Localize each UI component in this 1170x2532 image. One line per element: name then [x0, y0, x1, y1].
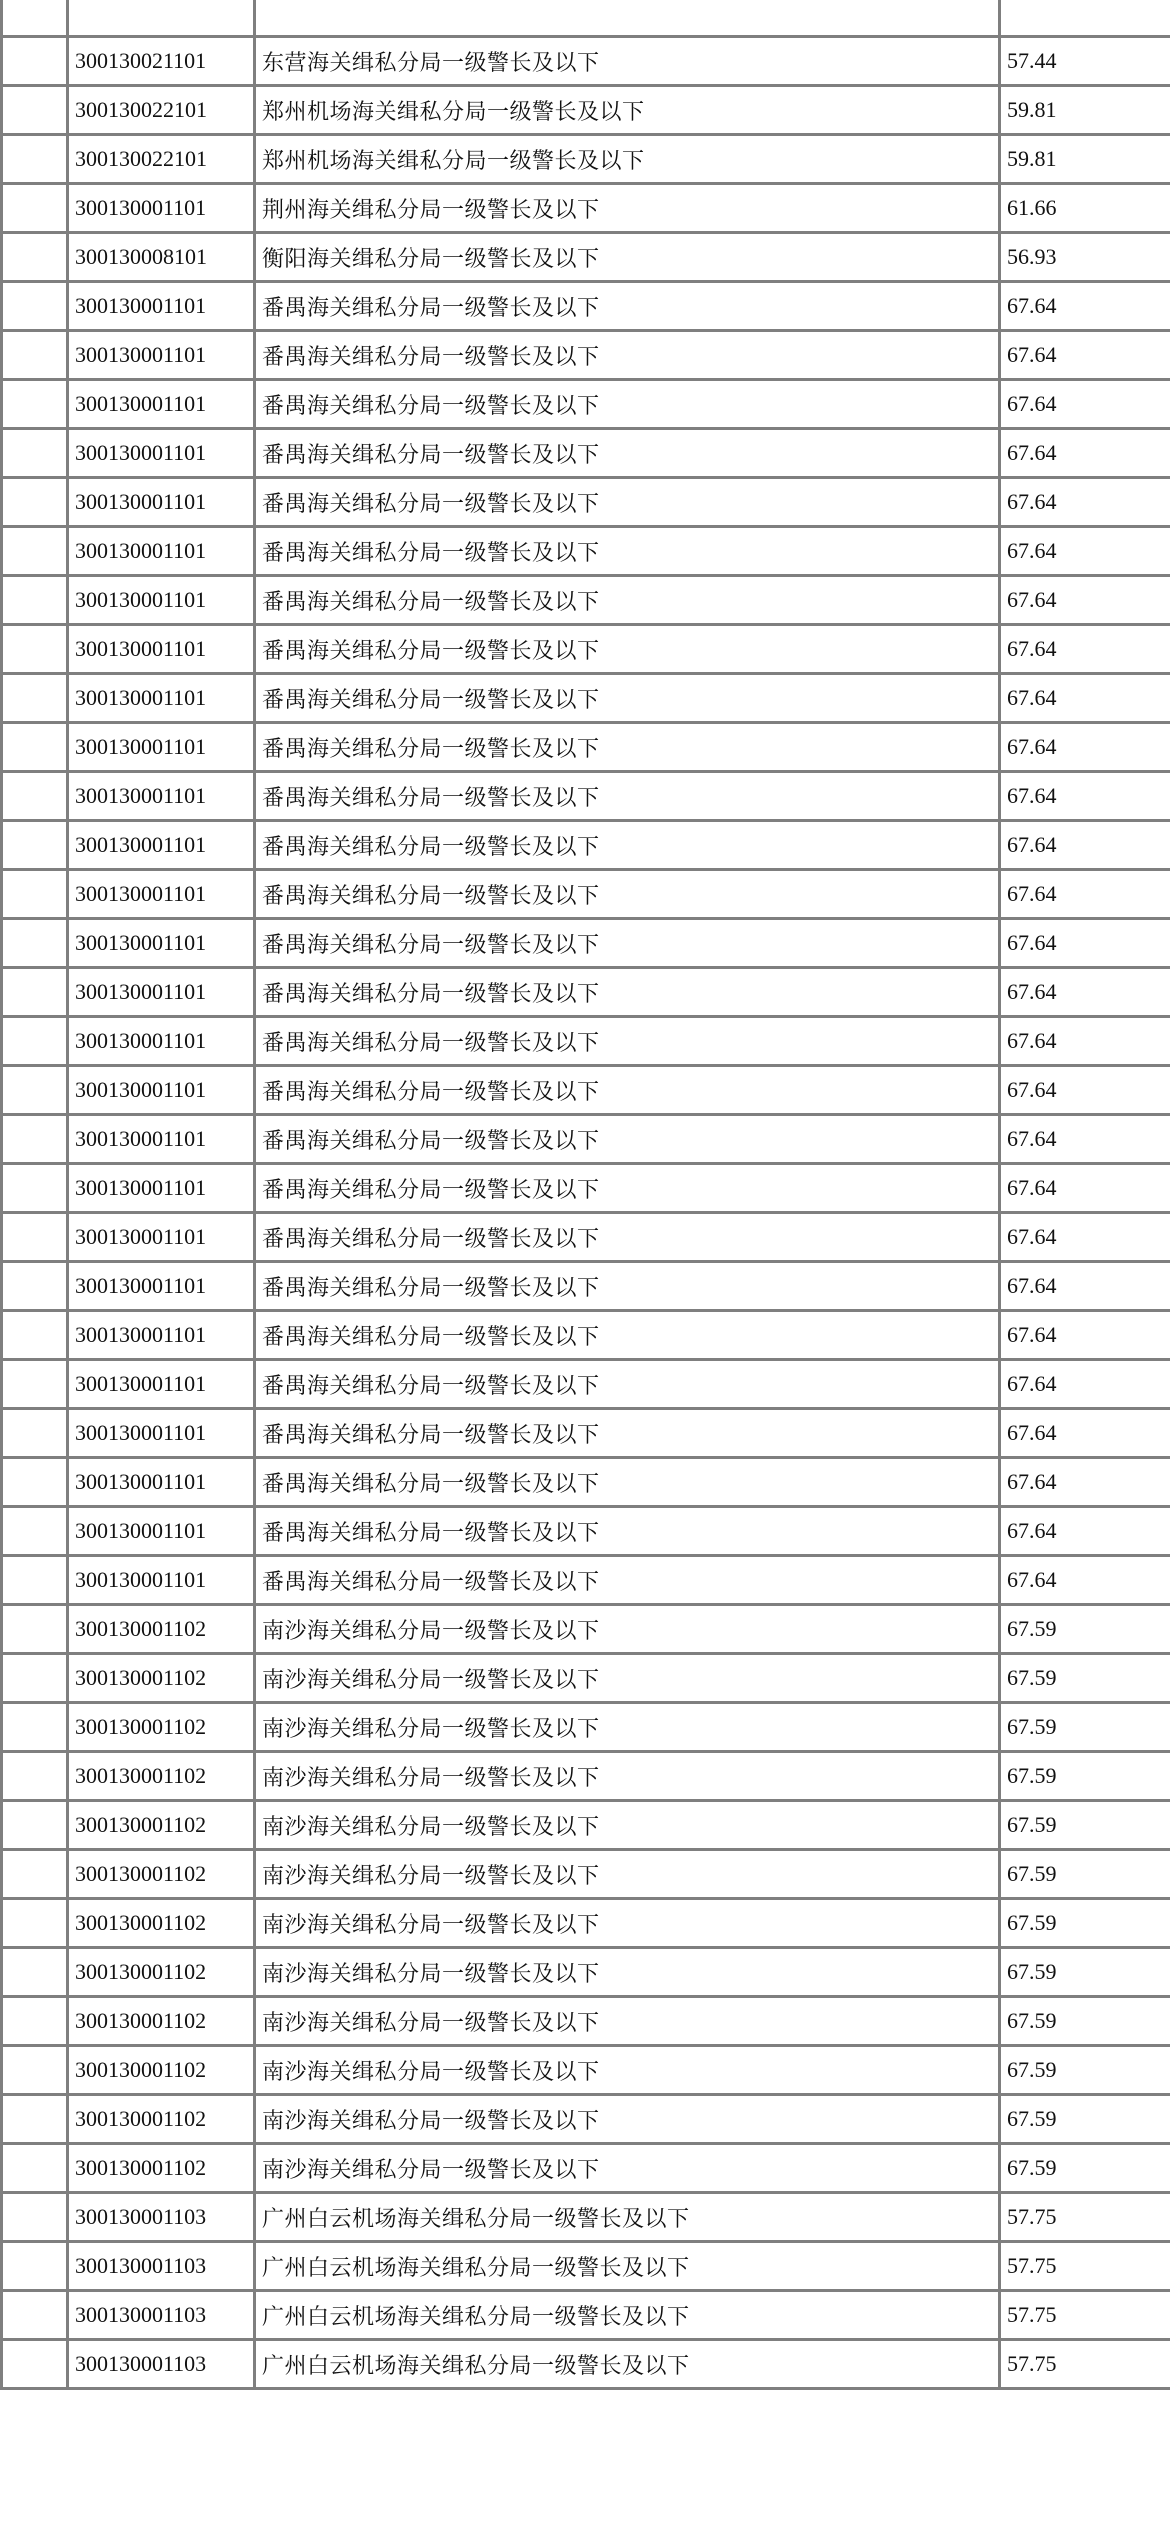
position-code-cell: 300130022101 [68, 135, 255, 184]
position-code-cell: 300130001101 [68, 527, 255, 576]
row-index-cell [2, 919, 68, 968]
table-row [2, 2291, 1170, 2340]
position-code-cell: 300130001102 [68, 1801, 255, 1850]
row-index-cell [2, 380, 68, 429]
row-index-cell [2, 1017, 68, 1066]
unit-name-cell: 番禺海关缉私分局一级警长及以下 [255, 1213, 1000, 1262]
unit-name-cell: 番禺海关缉私分局一级警长及以下 [255, 723, 1000, 772]
score-cell: 67.64 [1000, 527, 1170, 576]
row-index-cell [2, 86, 68, 135]
unit-name-cell: 衡阳海关缉私分局一级警长及以下 [255, 233, 1000, 282]
score-cell: 67.64 [1000, 723, 1170, 772]
score-cell: 67.64 [1000, 1213, 1170, 1262]
table-row [2, 1311, 1170, 1360]
unit-name-cell: 番禺海关缉私分局一级警长及以下 [255, 527, 1000, 576]
row-index-cell [2, 1556, 68, 1605]
unit-name-cell: 广州白云机场海关缉私分局一级警长及以下 [255, 2242, 1000, 2291]
position-code-cell: 300130001102 [68, 1654, 255, 1703]
score-cell: 67.64 [1000, 1115, 1170, 1164]
unit-name-cell: 番禺海关缉私分局一级警长及以下 [255, 1262, 1000, 1311]
unit-name-cell: 番禺海关缉私分局一级警长及以下 [255, 1556, 1000, 1605]
row-index-cell [2, 2095, 68, 2144]
table-row [2, 184, 1170, 233]
position-code-cell: 300130001102 [68, 2095, 255, 2144]
position-code-cell: 300130001101 [68, 1556, 255, 1605]
table-row [2, 772, 1170, 821]
unit-name-cell: 番禺海关缉私分局一级警长及以下 [255, 1311, 1000, 1360]
table-row [2, 1164, 1170, 1213]
table-row [2, 1262, 1170, 1311]
table-row [2, 331, 1170, 380]
position-code-cell: 300130021101 [68, 37, 255, 86]
score-cell: 67.64 [1000, 821, 1170, 870]
row-index-cell [2, 1899, 68, 1948]
position-code-cell: 300130001101 [68, 674, 255, 723]
position-code-cell: 300130001102 [68, 1997, 255, 2046]
table-row [2, 135, 1170, 184]
row-index-cell [2, 1801, 68, 1850]
unit-name-cell: 南沙海关缉私分局一级警长及以下 [255, 2046, 1000, 2095]
position-code-cell: 300130001103 [68, 2291, 255, 2340]
unit-name-cell: 广州白云机场海关缉私分局一级警长及以下 [255, 2193, 1000, 2242]
table-row [2, 2046, 1170, 2095]
unit-name-cell: 郑州机场海关缉私分局一级警长及以下 [255, 86, 1000, 135]
score-cell: 67.59 [1000, 1899, 1170, 1948]
score-cell: 67.59 [1000, 2046, 1170, 2095]
position-code-cell: 300130001102 [68, 1948, 255, 1997]
row-index-cell [2, 1213, 68, 1262]
row-index-cell [2, 184, 68, 233]
unit-name-cell: 番禺海关缉私分局一级警长及以下 [255, 576, 1000, 625]
position-code-cell: 300130001101 [68, 184, 255, 233]
table-row [2, 1654, 1170, 1703]
score-cell: 57.75 [1000, 2242, 1170, 2291]
row-index-cell [2, 2291, 68, 2340]
unit-name-cell: 南沙海关缉私分局一级警长及以下 [255, 1605, 1000, 1654]
unit-name-cell: 南沙海关缉私分局一级警长及以下 [255, 1997, 1000, 2046]
position-code-cell: 300130001102 [68, 1899, 255, 1948]
position-code-cell: 300130001102 [68, 1703, 255, 1752]
table-row [2, 1899, 1170, 1948]
row-index-cell [2, 1654, 68, 1703]
table-row [2, 233, 1170, 282]
table-row [2, 2144, 1170, 2193]
position-code-cell: 300130001101 [68, 1507, 255, 1556]
position-code-cell: 300130001101 [68, 282, 255, 331]
unit-name-cell: 南沙海关缉私分局一级警长及以下 [255, 1899, 1000, 1948]
position-code-cell: 300130001101 [68, 1311, 255, 1360]
unit-name-cell: 南沙海关缉私分局一级警长及以下 [255, 1654, 1000, 1703]
row-index-cell [2, 2340, 68, 2389]
score-cell: 67.64 [1000, 380, 1170, 429]
table-row [2, 478, 1170, 527]
unit-name-cell [255, 0, 1000, 37]
table-row [2, 1458, 1170, 1507]
unit-name-cell: 番禺海关缉私分局一级警长及以下 [255, 1360, 1000, 1409]
unit-name-cell: 番禺海关缉私分局一级警长及以下 [255, 772, 1000, 821]
position-code-cell: 300130001101 [68, 772, 255, 821]
row-index-cell [2, 2242, 68, 2291]
row-index-cell [2, 1115, 68, 1164]
table-row [2, 1360, 1170, 1409]
position-code-cell: 300130001101 [68, 1360, 255, 1409]
score-cell: 67.59 [1000, 2095, 1170, 2144]
table-row [2, 2242, 1170, 2291]
table-row [2, 1801, 1170, 1850]
table-row [2, 380, 1170, 429]
unit-name-cell: 荆州海关缉私分局一级警长及以下 [255, 184, 1000, 233]
score-cell: 67.64 [1000, 625, 1170, 674]
table-row [2, 1752, 1170, 1801]
table-row [2, 37, 1170, 86]
row-index-cell [2, 233, 68, 282]
unit-name-cell: 番禺海关缉私分局一级警长及以下 [255, 1164, 1000, 1213]
row-index-cell [2, 870, 68, 919]
unit-name-cell: 南沙海关缉私分局一级警长及以下 [255, 2095, 1000, 2144]
unit-name-cell: 广州白云机场海关缉私分局一级警长及以下 [255, 2291, 1000, 2340]
row-index-cell [2, 1262, 68, 1311]
table-row [2, 1017, 1170, 1066]
position-code-cell: 300130001101 [68, 331, 255, 380]
score-cell: 67.59 [1000, 1997, 1170, 2046]
score-cell: 67.64 [1000, 1066, 1170, 1115]
table-row [2, 1115, 1170, 1164]
row-index-cell [2, 1507, 68, 1556]
score-cell: 67.59 [1000, 2144, 1170, 2193]
score-cell: 67.64 [1000, 1458, 1170, 1507]
unit-name-cell: 番禺海关缉私分局一级警长及以下 [255, 870, 1000, 919]
position-code-cell [68, 0, 255, 37]
score-cell: 57.75 [1000, 2340, 1170, 2389]
score-cell: 67.59 [1000, 1752, 1170, 1801]
row-index-cell [2, 429, 68, 478]
position-code-cell: 300130001101 [68, 1409, 255, 1458]
position-code-cell: 300130001102 [68, 2046, 255, 2095]
table-row [2, 527, 1170, 576]
row-index-cell [2, 1850, 68, 1899]
score-cell: 67.64 [1000, 870, 1170, 919]
unit-name-cell: 南沙海关缉私分局一级警长及以下 [255, 1703, 1000, 1752]
unit-name-cell: 南沙海关缉私分局一级警长及以下 [255, 1850, 1000, 1899]
row-index-cell [2, 1948, 68, 1997]
unit-name-cell: 番禺海关缉私分局一级警长及以下 [255, 429, 1000, 478]
score-cell: 67.59 [1000, 1703, 1170, 1752]
unit-name-cell: 番禺海关缉私分局一级警长及以下 [255, 674, 1000, 723]
row-index-cell [2, 135, 68, 184]
position-code-cell: 300130001101 [68, 1262, 255, 1311]
row-index-cell [2, 968, 68, 1017]
results-table-body [2, 0, 1170, 2389]
score-cell: 67.59 [1000, 1801, 1170, 1850]
table-row [2, 576, 1170, 625]
score-cell: 67.64 [1000, 1262, 1170, 1311]
score-cell: 67.59 [1000, 1654, 1170, 1703]
row-index-cell [2, 1605, 68, 1654]
position-code-cell: 300130001101 [68, 821, 255, 870]
row-index-cell [2, 1752, 68, 1801]
score-cell: 67.64 [1000, 478, 1170, 527]
table-row [2, 1605, 1170, 1654]
table-row [2, 870, 1170, 919]
table-row [2, 282, 1170, 331]
unit-name-cell: 番禺海关缉私分局一级警长及以下 [255, 968, 1000, 1017]
score-cell: 57.75 [1000, 2193, 1170, 2242]
score-cell: 67.64 [1000, 1311, 1170, 1360]
unit-name-cell: 番禺海关缉私分局一级警长及以下 [255, 1017, 1000, 1066]
row-index-cell [2, 821, 68, 870]
unit-name-cell: 南沙海关缉私分局一级警长及以下 [255, 2144, 1000, 2193]
row-index-cell [2, 2193, 68, 2242]
position-code-cell: 300130001101 [68, 380, 255, 429]
position-code-cell: 300130001101 [68, 1066, 255, 1115]
table-row [2, 1556, 1170, 1605]
row-index-cell [2, 723, 68, 772]
score-cell: 67.64 [1000, 331, 1170, 380]
score-cell: 67.59 [1000, 1948, 1170, 1997]
table-row [2, 1213, 1170, 1262]
score-cell: 67.64 [1000, 576, 1170, 625]
row-index-cell [2, 1066, 68, 1115]
position-code-cell: 300130001103 [68, 2242, 255, 2291]
table-row [2, 2193, 1170, 2242]
position-code-cell: 300130001101 [68, 1164, 255, 1213]
position-code-cell: 300130001101 [68, 1458, 255, 1507]
row-index-cell [2, 1703, 68, 1752]
row-index-cell [2, 674, 68, 723]
row-index-cell [2, 331, 68, 380]
score-cell: 56.93 [1000, 233, 1170, 282]
unit-name-cell: 广州白云机场海关缉私分局一级警长及以下 [255, 2340, 1000, 2389]
row-index-cell [2, 1997, 68, 2046]
table-row [2, 0, 1170, 37]
unit-name-cell: 番禺海关缉私分局一级警长及以下 [255, 919, 1000, 968]
position-code-cell: 300130001102 [68, 2144, 255, 2193]
unit-name-cell: 番禺海关缉私分局一级警长及以下 [255, 821, 1000, 870]
table-row [2, 1703, 1170, 1752]
position-code-cell: 300130001101 [68, 1017, 255, 1066]
score-cell: 67.64 [1000, 1409, 1170, 1458]
unit-name-cell: 番禺海关缉私分局一级警长及以下 [255, 331, 1000, 380]
score-cell: 59.81 [1000, 86, 1170, 135]
row-index-cell [2, 1311, 68, 1360]
row-index-cell [2, 1360, 68, 1409]
score-cell: 67.64 [1000, 1164, 1170, 1213]
position-code-cell: 300130022101 [68, 86, 255, 135]
score-cell: 67.64 [1000, 968, 1170, 1017]
row-index-cell [2, 772, 68, 821]
row-index-cell [2, 0, 68, 37]
score-cell: 67.64 [1000, 1017, 1170, 1066]
row-index-cell [2, 1164, 68, 1213]
unit-name-cell: 郑州机场海关缉私分局一级警长及以下 [255, 135, 1000, 184]
table-row [2, 2095, 1170, 2144]
unit-name-cell: 番禺海关缉私分局一级警长及以下 [255, 1066, 1000, 1115]
row-index-cell [2, 2046, 68, 2095]
table-row [2, 1409, 1170, 1458]
table-row [2, 625, 1170, 674]
score-cell: 67.64 [1000, 1556, 1170, 1605]
score-cell [1000, 0, 1170, 37]
unit-name-cell: 番禺海关缉私分局一级警长及以下 [255, 1409, 1000, 1458]
row-index-cell [2, 1409, 68, 1458]
table-row [2, 2340, 1170, 2389]
row-index-cell [2, 1458, 68, 1507]
unit-name-cell: 番禺海关缉私分局一级警长及以下 [255, 1458, 1000, 1507]
position-code-cell: 300130001101 [68, 870, 255, 919]
row-index-cell [2, 2144, 68, 2193]
table-row [2, 1850, 1170, 1899]
score-cell: 67.64 [1000, 674, 1170, 723]
table-row [2, 1066, 1170, 1115]
position-code-cell: 300130001102 [68, 1752, 255, 1801]
table-row [2, 429, 1170, 478]
score-cell: 61.66 [1000, 184, 1170, 233]
score-cell: 57.44 [1000, 37, 1170, 86]
score-cell: 67.59 [1000, 1605, 1170, 1654]
unit-name-cell: 南沙海关缉私分局一级警长及以下 [255, 1948, 1000, 1997]
unit-name-cell: 番禺海关缉私分局一级警长及以下 [255, 282, 1000, 331]
row-index-cell [2, 282, 68, 331]
table-row [2, 86, 1170, 135]
position-code-cell: 300130008101 [68, 233, 255, 282]
score-cell: 67.59 [1000, 1850, 1170, 1899]
row-index-cell [2, 625, 68, 674]
unit-name-cell: 番禺海关缉私分局一级警长及以下 [255, 1507, 1000, 1556]
position-code-cell: 300130001101 [68, 1213, 255, 1262]
score-cell: 67.64 [1000, 1507, 1170, 1556]
table-row [2, 1507, 1170, 1556]
position-code-cell: 300130001101 [68, 919, 255, 968]
position-code-cell: 300130001101 [68, 723, 255, 772]
table-row [2, 723, 1170, 772]
row-index-cell [2, 478, 68, 527]
table-row [2, 919, 1170, 968]
row-index-cell [2, 527, 68, 576]
unit-name-cell: 南沙海关缉私分局一级警长及以下 [255, 1752, 1000, 1801]
position-code-cell: 300130001103 [68, 2193, 255, 2242]
unit-name-cell: 南沙海关缉私分局一级警长及以下 [255, 1801, 1000, 1850]
score-cell: 67.64 [1000, 282, 1170, 331]
unit-name-cell: 番禺海关缉私分局一级警长及以下 [255, 1115, 1000, 1164]
score-cell: 67.64 [1000, 429, 1170, 478]
score-cell: 67.64 [1000, 919, 1170, 968]
table-row [2, 1997, 1170, 2046]
score-cell: 57.75 [1000, 2291, 1170, 2340]
row-index-cell [2, 576, 68, 625]
score-cell: 67.64 [1000, 1360, 1170, 1409]
position-code-cell: 300130001101 [68, 576, 255, 625]
position-code-cell: 300130001101 [68, 1115, 255, 1164]
score-cell: 59.81 [1000, 135, 1170, 184]
position-code-cell: 300130001101 [68, 968, 255, 1017]
table-row [2, 968, 1170, 1017]
score-cell: 67.64 [1000, 772, 1170, 821]
position-code-cell: 300130001103 [68, 2340, 255, 2389]
position-code-cell: 300130001102 [68, 1605, 255, 1654]
row-index-cell [2, 37, 68, 86]
table-row [2, 1948, 1170, 1997]
unit-name-cell: 番禺海关缉私分局一级警长及以下 [255, 380, 1000, 429]
unit-name-cell: 东营海关缉私分局一级警长及以下 [255, 37, 1000, 86]
position-code-cell: 300130001101 [68, 478, 255, 527]
table-row [2, 821, 1170, 870]
position-code-cell: 300130001102 [68, 1850, 255, 1899]
position-code-cell: 300130001101 [68, 625, 255, 674]
table-row [2, 674, 1170, 723]
unit-name-cell: 番禺海关缉私分局一级警长及以下 [255, 478, 1000, 527]
position-code-cell: 300130001101 [68, 429, 255, 478]
unit-name-cell: 番禺海关缉私分局一级警长及以下 [255, 625, 1000, 674]
